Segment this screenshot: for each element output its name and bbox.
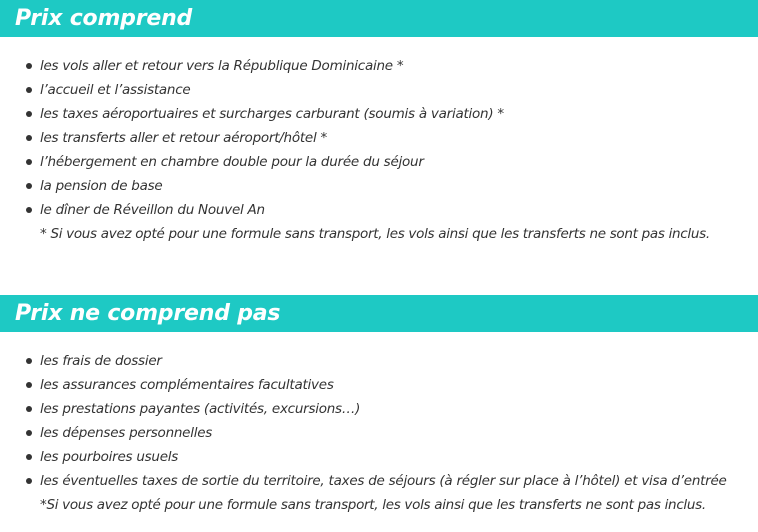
price-excludes-section bbox=[0, 295, 758, 517]
list-item bbox=[0, 198, 758, 222]
price-excludes-footnote: *Si vous avez opté pour une formule sans transport, les vols ainsi que les transferts ne sont pas inclus. bbox=[40, 497, 706, 513]
list-item bbox=[0, 445, 758, 469]
bullet-icon bbox=[26, 358, 32, 364]
bullet-icon bbox=[26, 454, 32, 460]
list-item bbox=[0, 54, 758, 78]
price-excludes-title: Prix ne comprend pas bbox=[15, 301, 281, 326]
list-item-text: l’hébergement en chambre double pour la durée du séjour bbox=[40, 154, 424, 170]
price-includes-list bbox=[0, 54, 758, 222]
price-excludes-list bbox=[0, 349, 758, 493]
price-includes-section bbox=[0, 0, 758, 246]
list-item-text: la pension de base bbox=[40, 178, 163, 194]
list-item-text: les assurances complémentaires facultatives bbox=[40, 377, 334, 393]
bullet-icon bbox=[26, 135, 32, 141]
price-excludes-header bbox=[0, 295, 758, 332]
price-includes-title: Prix comprend bbox=[15, 6, 193, 31]
list-item bbox=[0, 78, 758, 102]
list-item-text: les pourboires usuels bbox=[40, 449, 179, 465]
bullet-icon bbox=[26, 111, 32, 117]
list-item-text: les vols aller et retour vers la République Dominicaine * bbox=[40, 58, 404, 74]
list-item bbox=[0, 373, 758, 397]
price-includes-footnote: * Si vous avez opté pour une formule sans transport, les vols ainsi que les transferts ne sont pas inclus. bbox=[40, 226, 710, 242]
list-item-text: les éventuelles taxes de sortie du territoire, taxes de séjours (à régler sur place à l’hôtel) et visa d’entrée bbox=[40, 473, 727, 489]
list-item bbox=[0, 397, 758, 421]
bullet-icon bbox=[26, 430, 32, 436]
list-item-text: les frais de dossier bbox=[40, 353, 162, 369]
bullet-icon bbox=[26, 382, 32, 388]
list-item bbox=[0, 349, 758, 373]
list-item-text: les transferts aller et retour aéroport/hôtel * bbox=[40, 130, 327, 146]
list-item bbox=[0, 150, 758, 174]
list-item bbox=[0, 469, 758, 493]
bullet-icon bbox=[26, 207, 32, 213]
list-item bbox=[0, 102, 758, 126]
bullet-icon bbox=[26, 406, 32, 412]
price-includes-header bbox=[0, 0, 758, 37]
list-item bbox=[0, 421, 758, 445]
list-item bbox=[0, 174, 758, 198]
list-item-text: les taxes aéroportuaires et surcharges carburant (soumis à variation) * bbox=[40, 106, 504, 122]
bullet-icon bbox=[26, 63, 32, 69]
list-item-text: les dépenses personnelles bbox=[40, 425, 213, 441]
bullet-icon bbox=[26, 87, 32, 93]
bullet-icon bbox=[26, 478, 32, 484]
bullet-icon bbox=[26, 159, 32, 165]
list-item-text: l’accueil et l’assistance bbox=[40, 82, 191, 98]
list-item-text: le dîner de Réveillon du Nouvel An bbox=[40, 202, 265, 218]
bullet-icon bbox=[26, 183, 32, 189]
list-item-text: les prestations payantes (activités, excursions…) bbox=[40, 401, 361, 417]
list-item bbox=[0, 126, 758, 150]
